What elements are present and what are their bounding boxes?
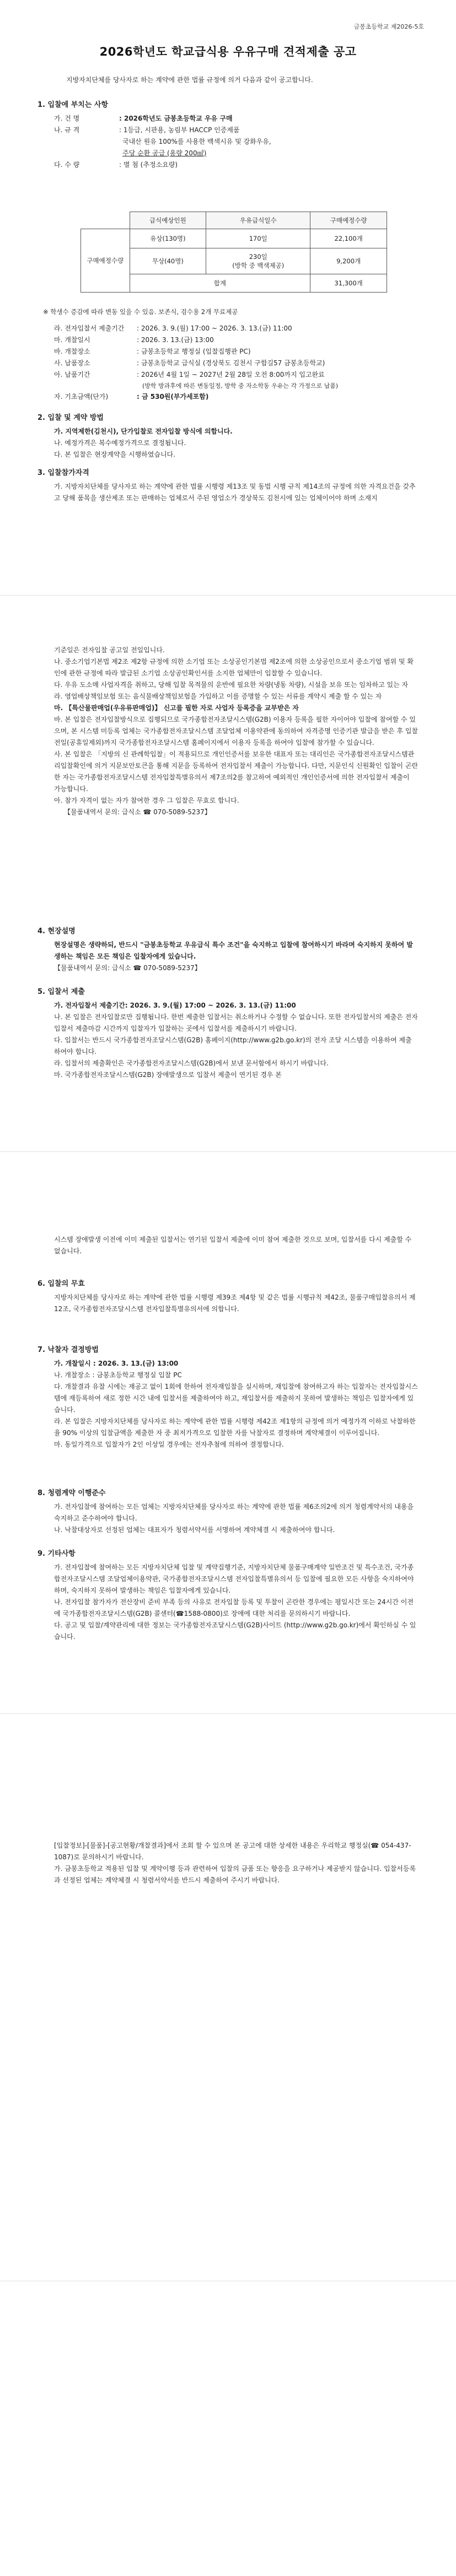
section-3-item-h: 아. 참가 자격이 없는 자가 참여한 경우 그 입찰은 무효로 합니다. xyxy=(54,797,239,804)
section-2-item-b: 나. 예정가격은 복수예정가격으로 결정됩니다. xyxy=(54,439,186,447)
section-5-item-b: 나. 본 입찰은 전자입찰로만 집행됩니다. 한번 제출한 입찰서는 취소하거나 수정할 수 없습니다. 또한 전자입찰서의 제출은 전자입찰서 제출마감 시간까지 입찰자가 입찰하는 곳에서 입찰서를 제출하시기 바랍니다. xyxy=(54,1013,418,1032)
opening-place-value: : 금봉초등학교 행정실 (입찰집행관 PC) xyxy=(137,348,251,355)
section-9 xyxy=(37,1548,418,1643)
section-9-item-a: 가. 전자입찰에 참여하는 모든 지방자치단체 입찰 및 계약집행기준, 지방자치단체 물품구매계약 일반조건 및 특수조건, 국가종합전자조달시스템 조달업체이용약관, 국가종합전자조달시스템 전자입찰특별유의서 등 입찰에 필요한 모든 사항을 숙지하여야 하며, 숙지하지 못하여 발생하는 책임은 입찰자에게 있습니다. xyxy=(54,1563,414,1594)
opening-place-row xyxy=(37,346,418,358)
section-3-item-c: 다. 우유 도소매 사업자격을 취하고, 당해 입찰 목적물의 운반에 필요한 차량(냉동 차량), 시설을 보유 또는 임차하고 있는 자 xyxy=(54,681,409,689)
section-5-item-e-cont: 시스템 장애발생 이전에 이미 제출된 입찰서는 연기된 입찰서 제출에 이미 참여 제출한 것으로 보며, 입찰서를 다시 제출할 수 없습니다. xyxy=(54,1236,412,1255)
section-1-rest xyxy=(37,323,418,403)
quantity-row xyxy=(37,159,418,171)
section-9-item-b: 나. 전자입찰 참가자가 전산장비 준비 부족 등의 사유로 전자입찰 등록 및 투찰이 곤란한 경우에는 평일시간 또는 24시간 이전에 국가종합전자조달시스템(G2B) 콜센터(☎1588-0800)로 장애에 대한 처리를 문의하시기 바랍니다. xyxy=(54,1598,414,1617)
table-cell: 22,100개 xyxy=(310,229,387,248)
quantity-label: 다. 수 량 xyxy=(54,160,80,169)
section-7-item-d: 라. 본 입찰은 지방자치단체를 당사자로 하는 계약에 관한 법률 시행령 제42조 제1항의 규정에 의거 예정가격 이하로 낙찰하한율 90% 이상의 입찰금액을 제출한 자 중 최저가격으로 입찰한 자를 낙찰자로 결정하며 계약체결이 이루어집니다. xyxy=(54,1417,416,1437)
bid-period-label: 라. 전자입찰서 제출기간 xyxy=(54,324,125,332)
footer-text-a: [입찰정보]-[물품]-[공고현황/개찰결과]에서 조회 할 수 있으며 본 공고에 대한 상세한 내용은 우리학교 행정실(☎ 054-437-1087)로 문의하시기 바랍니다. xyxy=(54,1842,411,1861)
section-2-item-c: 다. 본 입찰은 현장계약을 시행하였습니다. xyxy=(54,450,175,458)
section-7 xyxy=(37,1344,418,1451)
section-5-continued xyxy=(37,1234,418,1257)
section-3-item-g: 사. 본 입찰은 「지방의 신 관례학입찰」이 적용되므로 개인인증서를 보유한 대표자 또는 대리인은 국가종합전자조달시스템관리입찰확인에 의거 지문보안토큰을 통해 지문을 등록하여 전자입찰서 제출이 가능합니다. 다만, 지문인식 신원확인 입찰이 곤란한 자는 국가종합전자조달시스템 전자입찰특별유의서 제7조의2를 참고하여 예외적인 개인인증서에 의한 전자입찰서 제출이 가능합니다. xyxy=(54,750,419,793)
table-cell-days-note: (방학 중 백색제공) xyxy=(232,262,285,269)
item-name-label: 가. 건 명 xyxy=(54,114,80,122)
section-3-item-a: 가. 지방자치단체를 당사자로 하는 계약에 관한 법률 시행령 제13조 및 동법 시행 규칙 제14조의 규정에 의한 자격요건을 갖추고 당해 품목을 생산제조 또는 판매하는 업체로서 주된 영업소가 경상북도 김천시에 있는 업체이어야 하며 소재지 xyxy=(54,482,416,502)
section-6 xyxy=(37,1278,418,1315)
table-cell: 9,200개 xyxy=(310,248,387,274)
delivery-period-value: : 2026년 4월 1일 ~ 2027년 2월 28일 오전 8:00까지 입고완료 xyxy=(137,371,325,378)
page-separator xyxy=(0,595,456,596)
delivery-period-row xyxy=(37,369,418,381)
section-8-item-a: 가. 전자입찰에 참여하는 모든 업체는 지방자치단체를 당사자로 하는 계약에 관한 법률 제6조의2에 의거 청렴계약서의 내용을 숙지하고 준수하여야 합니다. xyxy=(54,1502,414,1522)
section-6-text: 지방자치단체를 당사자로 하는 계약에 관한 법률 시행령 제39조 제4항 및 같은 법률 시행규칙 제42조, 물품구매입찰유의서 제12조, 국가종합전자조달시스템 전자입찰특별유의서에 의합니다. xyxy=(54,1293,416,1313)
delivery-period-label: 아. 납품기간 xyxy=(54,371,90,378)
opening-time-value: : 2026. 3. 13.(금) 13:00 xyxy=(137,336,214,344)
section-1 xyxy=(37,99,418,171)
spec-line-3: 주당 순환 공급 (용량 200㎖) xyxy=(122,149,207,157)
delivery-place-value: : 금봉초등학교 급식실 (경상북도 김천시 구합길57 금봉초등학교) xyxy=(137,359,325,367)
page-title: 2026학년도 학교급식용 우유구매 견적제출 공고 xyxy=(99,45,357,58)
spec-label: 나. 규 격 xyxy=(54,126,80,134)
section-3-item-d: 라. 영업배상책임보험 또는 음식물배상책임보험을 가입하고 이를 증명할 수 있는 서류를 계약시 제출 할 수 있는 자 xyxy=(54,692,382,700)
quantity-value: : 별 첨 (추정소요량) xyxy=(119,160,178,169)
table-row-header: 구매예정수량 xyxy=(81,229,130,293)
opening-place-label: 바. 개찰장소 xyxy=(54,348,90,355)
section-2-heading: 2. 입찰 및 계약 방법 xyxy=(37,414,104,422)
document-number: 금봉초등학교 제2026-5호 xyxy=(353,23,424,30)
bid-period-row xyxy=(37,323,418,334)
table-header-row xyxy=(81,212,387,229)
section-5-item-d: 라. 입찰서의 제출확인은 국가종합전자조달시스템(G2B)에서 보낸 문서함에서 하시기 바랍니다. xyxy=(54,1059,329,1067)
table-cell: 170일 xyxy=(206,229,310,248)
section-7-heading: 7. 낙찰자 결정방법 xyxy=(37,1346,99,1354)
section-3-contact: 【물품내역서 문의: 급식소 ☎ 070-5089-5237】 xyxy=(64,808,211,816)
opening-time-row xyxy=(37,334,418,346)
section-4 xyxy=(37,926,418,974)
table-total-value: 31,300개 xyxy=(310,274,387,293)
section-9-heading: 9. 기타사항 xyxy=(37,1550,76,1558)
section-1-heading: 1. 입찰에 부치는 사항 xyxy=(37,101,109,109)
section-3-item-f: 바. 본 입찰은 전자입찰방식으로 집행되므로 국가종합전자조달시스템(G2B) 이용자 등록을 필한 자이어야 입찰에 참여할 수 있으며, 본 시스템 미등록 업체는 국가종합전자조달시스템 조달업체 이용약관에 동의하여 자격증명 인증기관 발급을 받은 후 입찰 전일(공휴일제외)까지 국가종합전자조달시스템 홈페이지에서 이용자 등록을 하여야 입찰에 참가할 수 있습니다. xyxy=(54,716,419,746)
section-5-item-e: 마. 국가종합전자조달시스템(G2B) 장애발생으로 입찰서 제출이 연기된 경우 본 xyxy=(54,1070,282,1079)
page-separator xyxy=(0,1151,456,1152)
section-6-heading: 6. 입찰의 무효 xyxy=(37,1280,85,1288)
section-5-item-a: 가. 전자입찰서 제출기간: 2026. 3. 9.(월) 17:00 ~ 2026. 3. 13.(금) 11:00 xyxy=(54,1001,296,1009)
section-5 xyxy=(37,986,418,1081)
table-header: 급식예상인원 xyxy=(130,212,206,229)
footer-text-b: 가. 금봉초등학교 적용된 입찰 및 계약이행 등과 관련하여 입찰의 금품 또는 향응을 요구하거나 제공받지 않습니다. 입찰서등록과 선정된 업체는 계약체결 시 청렴서약서를 반드시 제출하여 주시기 바랍니다. xyxy=(54,1865,416,1884)
section-5-heading: 5. 입찰서 제출 xyxy=(37,988,85,996)
section-4-contact: 【물품내역서 문의: 급식소 ☎ 070-5089-5237】 xyxy=(54,964,201,972)
spec-line-2: 국내산 원유 100%를 사용한 백색시유 및 강화우유, xyxy=(122,137,271,145)
table-note: ※ 학생수 증감에 따라 변동 있을 수 있음. 보존식, 검수용 2개 무료제공 xyxy=(43,308,238,316)
item-name-row xyxy=(37,113,418,125)
section-8 xyxy=(37,1487,418,1536)
table-cell: 유상(130명) xyxy=(130,229,206,248)
section-3-item-b-text: 나. 중소기업기본법 제2조 제2항 규정에 의한 소기업 또는 소상공인기본법 제2조에 의한 소상공인으로서 중소기업 범위 및 확인에 관한 규정에 따라 발급된 소기업 소상공인확인서를 소지한 업체만이 입찰할 수 있습니다. xyxy=(54,658,414,677)
table-cell-days: 230일 xyxy=(249,253,267,261)
base-price-row xyxy=(37,391,418,403)
table-row xyxy=(81,229,387,248)
table-cell: 무상(40명) xyxy=(130,248,206,274)
section-5-item-c: 다. 입찰서는 반드시 국가종합전자조달시스템(G2B) 홈페이지(http://www.g2b.go.kr)의 전자 조달 시스템을 이용하여 제출하여야 합니다. xyxy=(54,1036,412,1056)
base-price-label: 자. 기초금액(단가) xyxy=(54,393,109,401)
bid-period-value: : 2026. 3. 9.(월) 17:00 ~ 2026. 3. 13.(금) 11:00 xyxy=(137,324,292,332)
delivery-place-label: 사. 납품장소 xyxy=(54,359,90,367)
table-total-label: 합계 xyxy=(130,274,310,293)
section-9-item-c: 다. 공고 및 입찰/계약관리에 대한 정보는 국가종합전자조달시스템(G2B)사이트 (http://www.g2b.go.kr)에서 확인하실 수 있습니다. xyxy=(54,1621,416,1641)
item-name-value: : 2026학년도 금봉초등학교 우유 구매 xyxy=(119,114,233,122)
intro-text: 지방자치단체를 당사자로 하는 계약에 관한 법률 규정에 의거 다음과 같이 공고합니다. xyxy=(66,76,313,84)
section-4-text: 현장설명은 생략하되, 반드시 "금봉초등학교 우유급식 특수 조건"을 숙지하고 입찰에 참여하시기 바라며 숙지하지 못하여 발생하는 책임은 모든 책임은 입찰자에게 있습니다. xyxy=(54,940,413,960)
section-3-item-b xyxy=(37,656,418,679)
section-7-item-b: 나. 개찰장소 : 금봉초등학교 행정실 입찰 PC xyxy=(54,1371,182,1379)
delivery-period-note: (방학 방과후에 따른 변동일정, 방학 중 자소학동 우유는 각 가정으로 납품) xyxy=(142,382,339,389)
table-cell xyxy=(206,248,310,274)
section-7-item-a: 가. 개찰일시 : 2026. 3. 13.(금) 13:00 xyxy=(54,1359,179,1367)
table-header: 구매예정수량 xyxy=(310,212,387,229)
quantity-table xyxy=(81,212,387,293)
table-header: 우유급식일수 xyxy=(206,212,310,229)
spec-row xyxy=(37,125,418,136)
section-3 xyxy=(37,467,418,504)
section-3-continued xyxy=(37,645,418,818)
section-2-item-a: 가. 지역제한(김천시), 단가입찰로 전자입찰 방식에 의합니다. xyxy=(54,427,233,435)
section-8-item-b: 나. 낙찰대상자로 선정된 업체는 대표자가 청렴서약서를 서명하여 계약체결 시 제출하여야 합니다. xyxy=(54,1525,335,1534)
section-7-item-e: 마. 동일가격으로 입찰자가 2인 이상일 경우에는 전자추첨에 의하여 결정합니다. xyxy=(54,1440,284,1448)
section-8-heading: 8. 청렴계약 이행준수 xyxy=(37,1489,106,1497)
section-3-item-a-cont: 기준일은 전자입찰 공고일 전일입니다. xyxy=(54,646,165,654)
delivery-place-row xyxy=(37,358,418,369)
section-7-item-c: 다. 개찰결과 유찰 시에는 재공고 없이 1회에 한하여 전자재입찰을 실시하며, 재입찰에 참여하고자 하는 입찰자는 전자입찰시스템에 재등록하여 새로 정한 시간 내에 입찰서를 제출하여야 하고, 재입찰서를 제출하지 못하여 발생하는 책임은 입찰자에게 있습니다. xyxy=(54,1382,418,1414)
section-4-heading: 4. 현장설명 xyxy=(37,927,76,935)
base-price-value: : 금 530원(부가세포함) xyxy=(137,393,209,401)
page-separator xyxy=(0,1713,456,1714)
opening-time-label: 마. 개찰일시 xyxy=(54,336,90,344)
section-3-item-e: 마. 【특산물판매업(우유류판매업)】 신고를 필한 자로 사업자 등록증을 교부받은 자 xyxy=(54,704,299,712)
section-2 xyxy=(37,412,418,461)
section-3-heading: 3. 입찰참가자격 xyxy=(37,469,89,477)
spec-value: : 1등급, 시판용, 농림부 HACCP 인증제품 xyxy=(119,126,240,134)
footer-section xyxy=(37,1840,418,1886)
